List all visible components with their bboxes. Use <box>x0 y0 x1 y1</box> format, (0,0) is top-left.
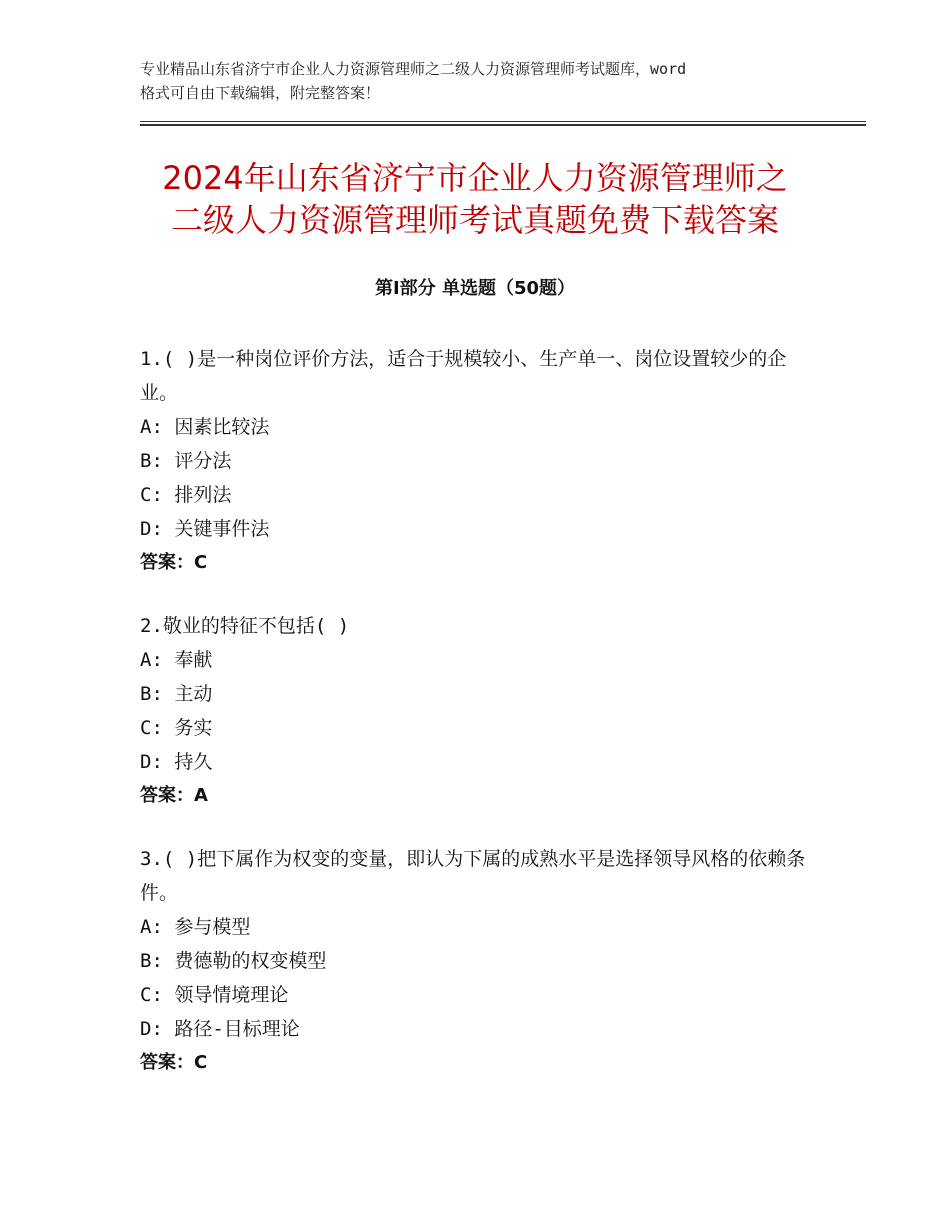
question-1 <box>140 342 810 580</box>
answer: 答案：C <box>140 552 208 573</box>
answer: 答案：C <box>140 1052 208 1073</box>
question-list <box>140 342 810 1109</box>
option-b: B: 费德勒的权变模型 <box>140 950 327 972</box>
header-divider-thick <box>140 124 866 126</box>
question-stem: 2.敬业的特征不包括( ) <box>140 615 350 637</box>
header-note <box>140 57 830 105</box>
question-stem: 1.( )是一种岗位评价方法，适合于规模较小、生产单一、岗位设置较少的企业。 <box>140 348 787 404</box>
option-c: C: 务实 <box>140 717 213 739</box>
question-stem: 3.( )把下属作为权变的变量，即认为下属的成熟水平是选择领导风格的依赖条件。 <box>140 848 806 904</box>
header-note-line-2: 格式可自由下载编辑，附完整答案！ <box>140 84 381 102</box>
option-a: A: 参与模型 <box>140 916 251 938</box>
option-a: A: 奉献 <box>140 649 213 671</box>
document-title-line-1: 2024年山东省济宁市企业人力资源管理师之 <box>162 159 788 197</box>
section-title: 第Ⅰ部分 单选题（50题） <box>374 278 575 299</box>
option-b: B: 主动 <box>140 683 213 705</box>
option-d: D: 关键事件法 <box>140 518 270 540</box>
option-b: B: 评分法 <box>140 450 232 472</box>
question-3 <box>140 842 810 1080</box>
question-2 <box>140 609 810 813</box>
header-note-line-1: 专业精品山东省济宁市企业人力资源管理师之二级人力资源管理师考试题库，word <box>140 60 687 78</box>
option-c: C: 领导情境理论 <box>140 984 289 1006</box>
header-divider-thin <box>140 121 866 122</box>
document-title-line-2: 二级人力资源管理师考试真题免费下载答案 <box>170 201 779 239</box>
answer: 答案：A <box>140 785 208 806</box>
option-d: D: 持久 <box>140 751 213 773</box>
option-a: A: 因素比较法 <box>140 416 270 438</box>
document-title <box>100 157 850 241</box>
option-d: D: 路径-目标理论 <box>140 1018 300 1040</box>
option-c: C: 排列法 <box>140 484 232 506</box>
